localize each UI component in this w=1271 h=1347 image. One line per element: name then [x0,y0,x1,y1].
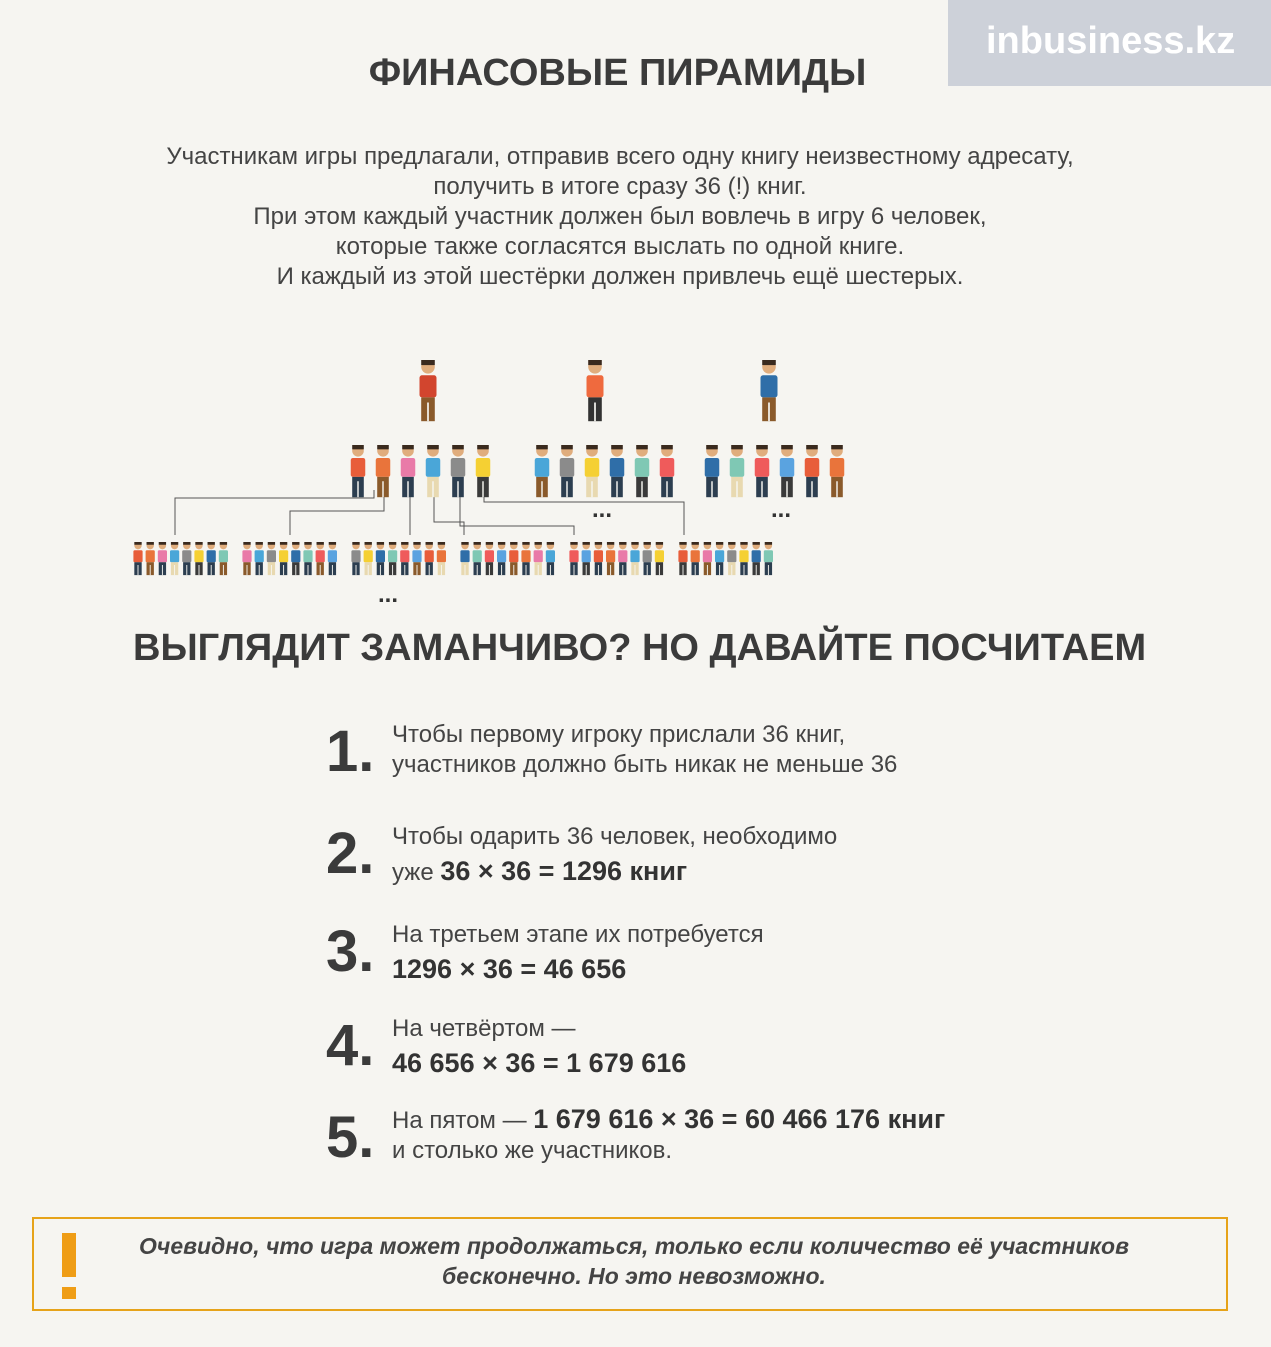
step-line [392,1048,686,1080]
note-line: Очевидно, что игра может продолжаться, только если количество её участников [139,1233,1129,1259]
sub-recruit-figure [643,542,652,575]
logo-text: inbusiness.kz [986,20,1236,62]
recruit-figure [610,445,625,497]
step-formula: 1296 × 36 = 46 656 [392,954,627,984]
step-number: 3. [326,919,375,984]
step-text [392,720,897,780]
sub-recruit-figure [279,542,288,575]
intro-line: При этом каждый участник должен был вовлечь в игру 6 человек, [253,203,987,230]
ellipsis-mark: ... [771,496,792,523]
sub-recruit-figure [207,542,216,575]
sub-recruit-figure [582,542,591,575]
sub-recruit-figure [594,542,603,575]
step-line-prefix: уже [392,859,441,886]
sub-recruit-figure [655,542,664,575]
sub-recruit-figure [752,542,761,575]
recruit-figure [780,445,795,497]
sub-recruit-figure [727,542,736,575]
sub-recruit-figure [437,542,446,575]
intro-line: получить в итоге сразу 36 (!) книг. [433,173,807,200]
step-number: 5. [326,1105,375,1170]
sub-recruit-figure [182,542,191,575]
step-formula: 36 × 36 = 1296 книг [440,856,688,886]
warning-note [32,1217,1228,1311]
sub-recruit-figure [303,542,312,575]
recruit-figure [635,445,650,497]
sub-recruit-figure [569,542,578,575]
sub-recruit-figure [146,542,155,575]
recruit-figure [426,445,441,497]
step-line [392,856,837,888]
note-line: бесконечно. Но это невозможно. [442,1263,826,1289]
leader-figure [761,360,778,421]
step-formula: 46 656 × 36 = 1 679 616 [392,1048,687,1078]
step-line [392,954,764,986]
page-title: ФИНАСОВЫЕ ПИРАМИДЫ [368,52,867,94]
step-line [392,1104,945,1136]
step-text [392,920,764,986]
step-text [392,1104,945,1166]
recruit-figure [585,445,600,497]
section-heading: ВЫГЛЯДИТ ЗАМАНЧИВО? НО ДАВАЙТЕ ПОСЧИТАЕМ [133,627,1147,669]
step-number: 4. [326,1013,375,1078]
sub-recruit-figure [425,542,434,575]
leader-figure [587,360,604,421]
recruit-figure [351,445,366,497]
sub-recruit-figure [473,542,482,575]
sub-recruit-figure [194,542,203,575]
recruit-figure [805,445,820,497]
intro-line: И каждый из этой шестёрки должен привлечь ещё шестерых. [276,263,964,290]
step-line: Чтобы одарить 36 человек, необходимо [392,823,838,850]
recruit-figure [755,445,770,497]
sub-recruit-figure [242,542,251,575]
step-line-prefix: На пятом — [392,1107,534,1134]
sub-recruit-figure [412,542,421,575]
sub-recruit-figure [267,542,276,575]
sub-recruit-figure [618,542,627,575]
sub-recruit-figure [497,542,506,575]
sub-recruit-figure [388,542,397,575]
recruit-figure [830,445,845,497]
sub-recruit-figure [460,542,469,575]
step-text [392,822,837,888]
recruit-figure [451,445,466,497]
step-line: На четвёртом — [392,1015,576,1042]
exclamation-icon [62,1233,76,1299]
sub-recruit-figure [764,542,773,575]
people-group [133,360,844,575]
recruit-figure [535,445,550,497]
recruit-figure [476,445,491,497]
sub-recruit-figure [364,542,373,575]
recruit-figure [730,445,745,497]
step-formula: 1 679 616 × 36 = 60 466 176 книг [533,1104,946,1134]
recruit-figure [660,445,675,497]
step-line: На третьем этапе их потребуется [392,921,764,948]
sub-recruit-figure [739,542,748,575]
sub-recruit-figure [219,542,228,575]
recruit-figure [560,445,575,497]
sub-recruit-figure [328,542,337,575]
sub-recruit-figure [521,542,530,575]
sub-recruit-figure [255,542,264,575]
recruit-figure [376,445,391,497]
sub-recruit-figure [170,542,179,575]
sub-recruit-figure [509,542,518,575]
sub-recruit-figure [546,542,555,575]
step-line: участников должно быть никак не меньше 36 [392,751,898,778]
sub-recruit-figure [485,542,494,575]
sub-recruit-figure [678,542,687,575]
sub-recruit-figure [606,542,615,575]
sub-recruit-figure [630,542,639,575]
sub-recruit-figure [291,542,300,575]
sub-recruit-figure [158,542,167,575]
step-number: 1. [326,719,375,784]
ellipsis-mark: ... [592,496,613,523]
sub-recruit-figure [133,542,142,575]
sub-recruit-figure [400,542,409,575]
intro-line: которые также согласятся выслать по одной книге. [335,233,905,260]
sub-recruit-figure [691,542,700,575]
sub-recruit-figure [715,542,724,575]
intro-text [80,142,1160,292]
sub-recruit-figure [703,542,712,575]
note-text [114,1231,1154,1291]
recruit-figure [705,445,720,497]
step-number: 2. [326,821,375,886]
leader-figure [420,360,437,421]
step-line: и столько же участников. [392,1137,673,1164]
ellipsis-mark: ... [378,581,399,608]
sub-recruit-figure [316,542,325,575]
sub-recruit-figure [376,542,385,575]
sub-recruit-figure [534,542,543,575]
step-line: Чтобы первому игроку прислали 36 книг, [392,721,846,748]
intro-line: Участникам игры предлагали, отправив всего одну книгу неизвестному адресату, [166,143,1074,170]
pyramid-diagram [0,330,1271,620]
step-text [392,1014,686,1080]
recruit-figure [401,445,416,497]
sub-recruit-figure [351,542,360,575]
